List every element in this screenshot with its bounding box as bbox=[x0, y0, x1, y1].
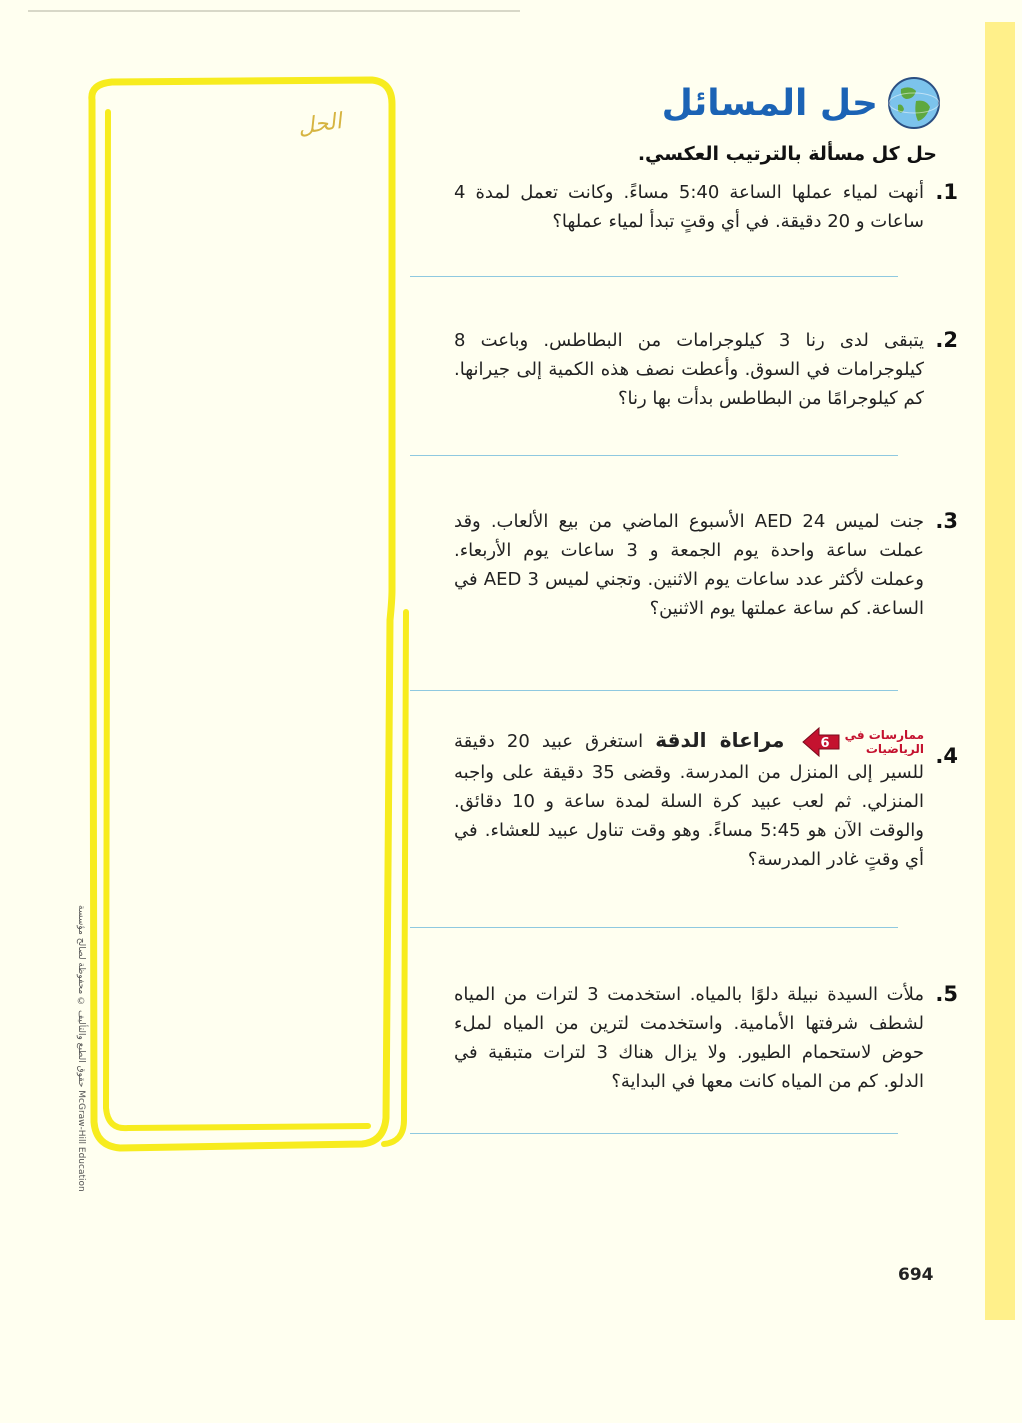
problem-3 bbox=[454, 507, 958, 623]
problem-5 bbox=[454, 980, 958, 1096]
answer-line-4[interactable] bbox=[410, 927, 898, 928]
copyright-credit: حقوق الطبع والتأليف © محفوظة لصالح مؤسسة McGraw-Hill Education bbox=[76, 905, 86, 1192]
problem-number: 4. bbox=[935, 744, 958, 768]
page-number: 694 bbox=[898, 1265, 934, 1285]
problem-text: جنت لميس AED 24 الأسبوع الماضي من بيع الألعاب. وقد عملت ساعة واحدة يوم الجمعة و 3 ساعات يوم الأربعاء. وعملت لأكثر عدد ساعات يوم الاثنين. وتجني لميس AED 3 في الساعة. كم ساعة عملتها يوم الاثنين؟ bbox=[454, 511, 924, 619]
problem-number: 2. bbox=[935, 328, 958, 352]
problem-text: يتبقى لدى رنا 3 كيلوجرامات من البطاطس. وباعت 8 كيلوجرامات في السوق. وأعطت نصف هذه الكمية إلى جيرانها. كم كيلوجرامًا من البطاطس بدأت بها رنا؟ bbox=[454, 330, 924, 409]
globe-icon bbox=[886, 75, 942, 131]
section-header bbox=[662, 75, 942, 131]
answer-line-1[interactable] bbox=[410, 276, 898, 277]
answer-line-5[interactable] bbox=[410, 1133, 898, 1134]
math-practice-label: ممارسات في الرياضيات bbox=[844, 728, 924, 756]
answer-line-3[interactable] bbox=[410, 690, 898, 691]
section-title: حل المسائل bbox=[661, 82, 878, 124]
problem-4 bbox=[454, 726, 958, 874]
problem-number: 3. bbox=[935, 509, 958, 533]
problem-1 bbox=[454, 178, 958, 236]
instruction-text: حل كل مسألة بالترتيب العكسي. bbox=[637, 143, 937, 165]
answer-line-2[interactable] bbox=[410, 455, 898, 456]
practice-number: 6 bbox=[820, 736, 830, 751]
practice-arrow-icon bbox=[801, 726, 841, 758]
problem-text: أنهت لمياء عملها الساعة 5:40 مساءً. وكانت تعمل لمدة 4 ساعات و 20 دقيقة. في أي وقتٍ تبدأ لمياء عملها؟ bbox=[454, 182, 924, 232]
handwritten-note: الحل bbox=[296, 109, 344, 140]
accuracy-label: مراعاة الدقة bbox=[655, 728, 785, 752]
problem-number: 1. bbox=[935, 180, 958, 204]
problem-number: 5. bbox=[935, 982, 958, 1006]
problem-text: استغرق عبيد 20 دقيقة للسير إلى المنزل من المدرسة. وقضى 35 دقيقة على واجبه المنزلي. ثم لعب عبيد كرة السلة لمدة ساعة و 10 دقائق. والوقت الآن هو 5:45 مساءً. وهو وقت تناول عبيد للعشاء. في أي وقتٍ غادر المدرسة؟ bbox=[454, 731, 924, 870]
math-practice-tag bbox=[801, 726, 924, 758]
problem-text: ملأت السيدة نبيلة دلوًا بالمياه. استخدمت 3 لترات من المياه لشطف شرفتها الأمامية. واستخدمت لترين من المياه لملء حوض لاستحمام الطيور. ولا يزال هناك 3 لترات متبقية في الدلو. كم من المياه كانت معها في البداية؟ bbox=[454, 984, 924, 1092]
problem-2 bbox=[454, 326, 958, 413]
